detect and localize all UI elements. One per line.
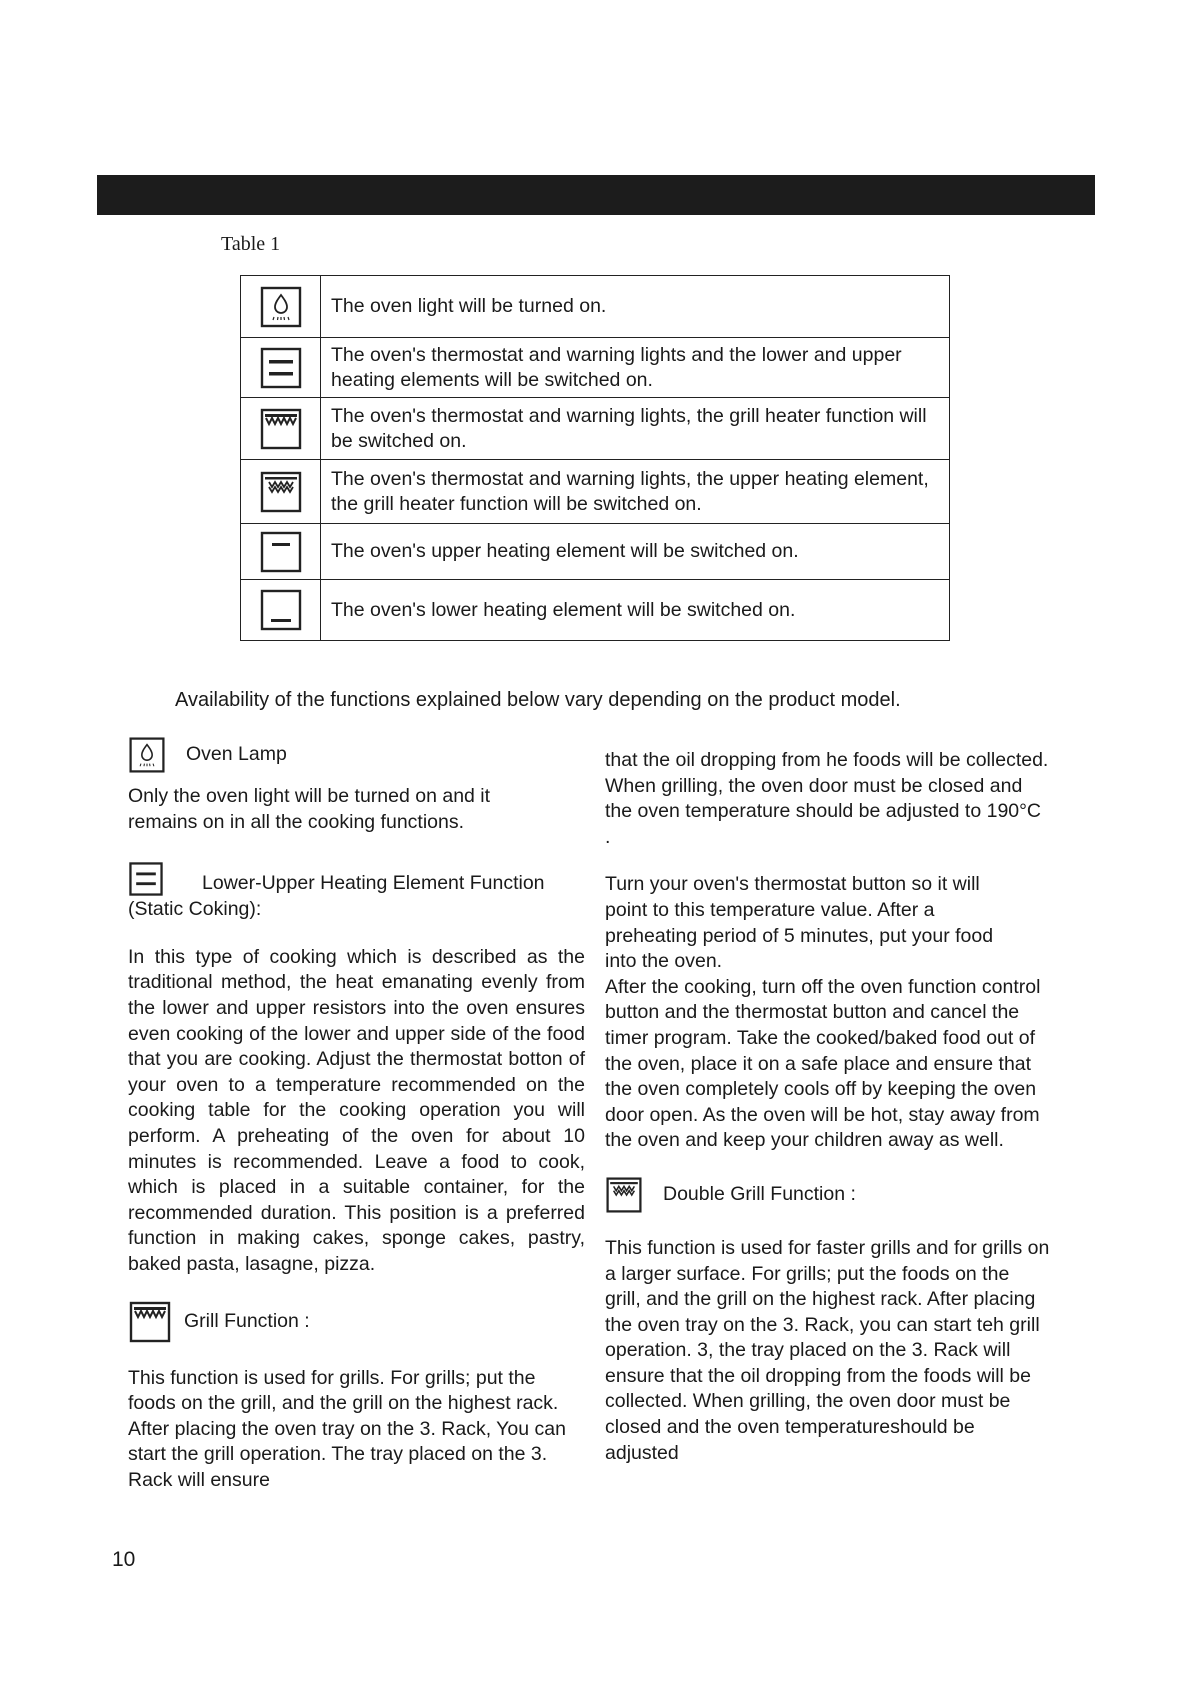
table-row-text: The oven light will be turned on. (331, 295, 607, 317)
left-column (128, 736, 585, 1493)
oven-lamp-heading: Oven Lamp (186, 743, 287, 766)
oven-lamp-text: Only the oven light will be turned on and it remains on in all the cooking functions. (128, 785, 491, 833)
table-row-text: The oven's thermostat and warning lights, the upper heating element, the grill heater function will be switched on. (331, 467, 929, 515)
section-heading (128, 736, 585, 774)
table-row-text: The oven's thermostat and warning lights, the grill heater function will be switched on. (331, 404, 927, 452)
lower-upper-heating-icon (128, 861, 164, 897)
table-caption: Table 1 (221, 233, 281, 255)
table-row (241, 398, 949, 460)
section-heading (605, 1176, 1050, 1214)
grill-heading: Grill Function : (184, 1309, 310, 1332)
table-row (241, 276, 949, 338)
availability-note: Availability of the functions explained below vary depending on the product model. (175, 689, 901, 711)
double-grill-text: This function is used for faster grills and for grills on a larger surface. For grills; put the foods on the grill, and the grill on the highest rack. After placing the oven tray on the 3. Rack, you can start teh grill operation. 3, the tray placed on the 3. Rack will ensure that the oil dropping from the foods will be collected. When grilling, the oven door must be closed and the oven temperatureshould be adjusted (605, 1236, 1050, 1464)
lower-heating-icon (259, 588, 303, 632)
double-grill-heading: Double Grill Function : (663, 1183, 856, 1206)
table-row (241, 460, 949, 524)
table-row-text: The oven's thermostat and warning lights and the lower and upper heating elements will be switched on. (331, 343, 902, 391)
static-heading: Lower-Upper Heating Element Function (202, 872, 545, 895)
double-grill-icon (259, 470, 303, 514)
oven-lamp-icon (128, 736, 166, 774)
table-row-text: The oven's upper heating element will be switched on. (331, 540, 799, 562)
static-text: In this type of cooking which is described as the traditional method, the heat emanating evenly from the lower and upper resistors into the oven ensures even cooking of the lower and upper side of the food that you are cooking. Adjust the thermostat botton of your oven to a temperature recommended on the cooking table for the cooking operation you will perform. A preheating of the oven for about 10 minutes is recommended. Leave a food to cook, which is placed in a suitable container, for the recommended duration. This position is a preferred function in making cakes, sponge cakes, pastry, baked pasta, lasagne, pizza. (128, 945, 585, 1275)
turn-thermostat-text: Turn your oven's thermostat button so it will point to this temperature value. After a preheating period of 5 minutes, put your food into the oven. (605, 873, 994, 973)
section-heading (128, 861, 585, 897)
table-row (241, 524, 949, 580)
grill-icon (259, 407, 303, 451)
table-row-text: The oven's lower heating element will be switched on. (331, 598, 796, 621)
grill-text: This function is used for grills. For grills; put the foods on the grill, and the grill on the highest rack. After placing the oven tray on the 3. Rack, You can start the grill operation. The tray placed on the 3. Rack will ensure (128, 1366, 566, 1491)
functions-table (240, 275, 950, 641)
continuation-text: that the oil dropping from he foods will be collected. When grilling, the oven door must be closed and the oven temperature should be adjusted to 190°C . (605, 749, 1049, 848)
static-subheading: (Static Coking): (128, 898, 262, 921)
grill-icon (128, 1300, 172, 1344)
double-grill-icon (605, 1176, 643, 1214)
section-heading (128, 1300, 585, 1344)
oven-lamp-icon (259, 285, 303, 329)
table-row (241, 580, 949, 640)
upper-heating-icon (259, 530, 303, 574)
page-number: 10 (112, 1548, 136, 1571)
lower-upper-heating-icon (259, 346, 303, 390)
after-cooking-text: After the cooking, turn off the oven function control button and the thermostat button and cancel the timer program. Take the cooked/baked food out of the oven, place it on a safe place and ensure that the oven completely cools off by keeping the oven door open. As the oven will be hot, stay away from the oven and keep your children away as well. (605, 975, 1041, 1152)
right-column (605, 748, 1050, 1466)
table-row (241, 338, 949, 398)
header-bar (97, 175, 1095, 215)
